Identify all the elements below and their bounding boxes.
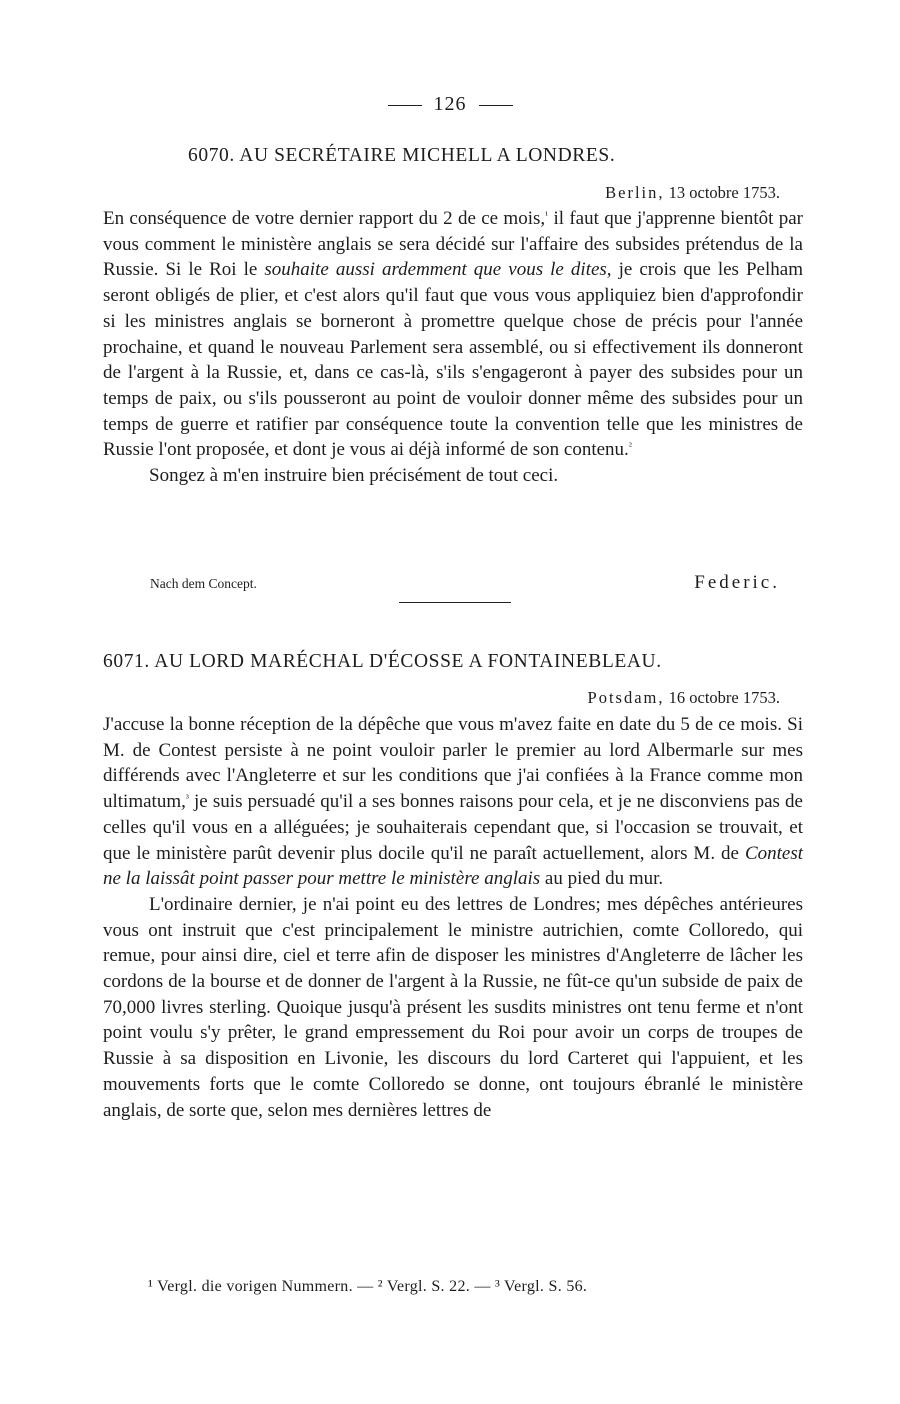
header-rule-right (479, 105, 513, 106)
letter-body (103, 712, 803, 1123)
letter-place: Potsdam, (587, 688, 665, 707)
letter-place-date (605, 183, 780, 203)
paragraph: Songez à m'en instruire bien précisément de tout ceci. (149, 465, 559, 487)
letter-place: Berlin, (605, 183, 665, 202)
page-number: 126 (433, 93, 467, 115)
paragraph: J'accuse la bonne réception de la dépêche que vous m'avez faite en date du 5 de ce mois. Si M. de Contest persiste à ne point vouloir parler le premier au lord Albermarle sur mes différends avec l'Angleterre et sur les conditions que j'ai confiées à la France comme mon ultimatum,$^{^3}$ je suis persuadé qu'il a ses bonnes raisons pour cela, et je ne disconviens pas de celles qu'il vous en a alléguées; je souhaiterais cependant que, si l'occasion se trouvait, et que le ministère parût devenir plus docile qu'il ne paraît actuellement, alors M. de Contest ne la laissât point passer pour mettre le ministère anglais au pied du mur. (103, 714, 803, 890)
paragraph: En conséquence de votre dernier rapport du 2 de ce mois,$^{^1}$ il faut que j'apprenne bientôt par vous comment le ministère anglais se sera décidé sur l'affaire des subsides prétendus de la Russie. Si le Roi le souhaite aussi ardemment que vous le dites, je crois que les Pelham seront obligés de plier, et c'est alors qu'il faut que vous vous appliquiez bien d'approfondir si les ministres anglais se borneront à promettre quelque chose de précis pour l'année prochaine, et quand le nouveau Parlement sera assemblé, ou si effectivement ils donneront de l'argent à la Russie, et, dans ce cas-là, s'ils s'engageront à payer des subsides pour un temps de paix, ou s'ils pousseront au point de vouloir donner même des subsides pour un temps de guerre et ratifier par conséquence toute la convention telle que les ministres de Russie l'ont proposée, et dont je vous ai déjà informé de son contenu.$^{^2}$ (103, 208, 803, 461)
paragraph: L'ordinaire dernier, je n'ai point eu des lettres de Londres; mes dépêches antérieures vous ont instruit que c'est principalement le ministre autrichien, comte Colloredo, qui remue, pour ainsi dire, ciel et terre afin de disposer les ministres d'Angleterre de lâcher les cordons de la bourse et de donner de l'argent à la Russie, ne fût-ce qu'un subside de paix de 70,000 livres sterling. Quoique jusqu'à présent les susdits ministres ont tenu ferme et n'ont point voulu s'y prêter, le grand empressement du Roi pour avoir un corps de troupes de Russie à sa disposition en Livonie, les discours du lord Carteret qui l'appuient, et les mouvements forts que le comte Colloredo se donne, ont toujours ébranlé le ministère anglais, de sorte que, selon mes dernières lettres de (103, 893, 803, 1121)
signature: Federic. (694, 572, 780, 593)
letter-date: 16 octobre 1753. (668, 688, 780, 707)
letter-title: 6071. AU LORD MARÉCHAL D'ÉCOSSE A FONTAINEBLEAU. (103, 651, 662, 672)
footnotes: ¹ Vergl. die vorigen Nummern. — ² Vergl. S. 22. — ³ Vergl. S. 56. (148, 1278, 588, 1295)
letter-body (103, 206, 803, 489)
header-rule-left (388, 105, 422, 106)
source-note: Nach dem Concept. (150, 576, 257, 591)
letter-place-date (588, 688, 780, 708)
page-header (0, 93, 900, 116)
section-divider (399, 602, 511, 603)
letter-date: 13 octobre 1753. (668, 183, 780, 202)
letter-title: 6070. AU SECRÉTAIRE MICHELL A LONDRES. (188, 145, 616, 166)
letter-closing (150, 572, 780, 594)
